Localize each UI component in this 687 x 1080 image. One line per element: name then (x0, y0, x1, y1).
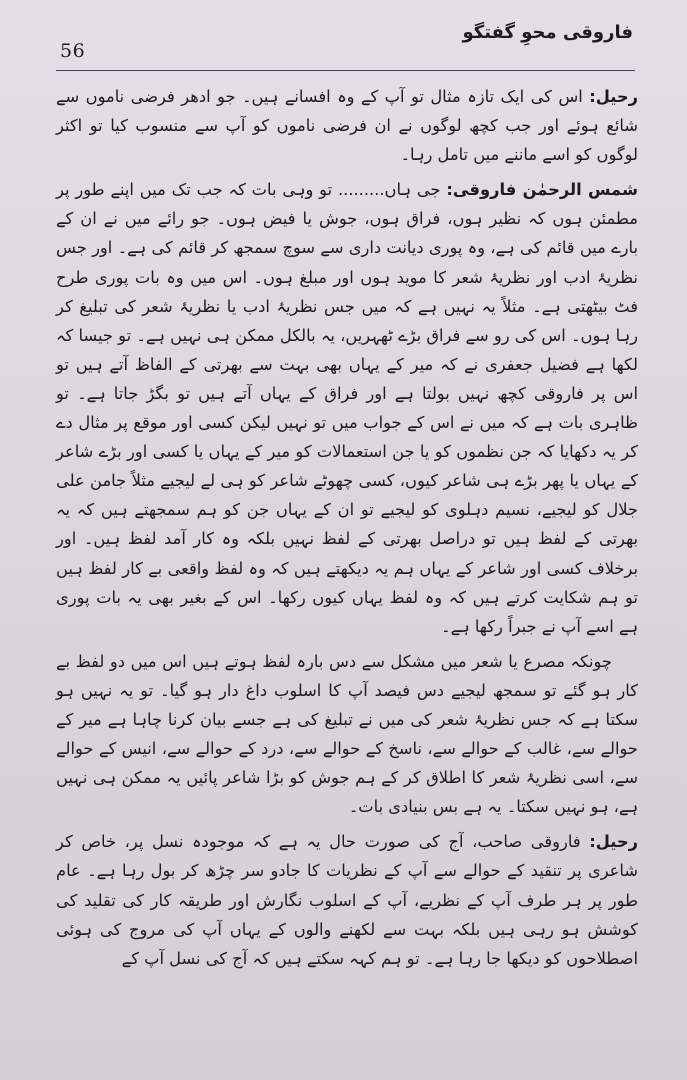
page-number: 56 (60, 40, 86, 62)
paragraph-text: جی ہاں......... تو وہی بات کہ جب تک میں اپنے طور پر مطمئن ہوں کہ نظیر ہوں، فراق ہوں، جوش یا فیض ہوں۔ جو رائے میں نے ان کے بارے میں قائم کی ہے، وہ پوری دیانت داری سے سوچ سمجھ کر قائم کی ہے۔ اور جس نظریۂ ادب اور نظریۂ شعر کا موید ہوں اور مبلغ ہوں۔ اس میں وہ بات پوری طرح فٹ بیٹھتی ہے۔ مثلاً یہ نہیں ہے کہ میں جس نظریۂ ادب یا نظریۂ شعر کی تبلیغ کر رہا ہوں۔ اس کی رو سے فراق بڑے ٹھہریں، یہ بالکل ممکن ہی نہیں ہے۔ تو جیسا کہ لکھا ہے فضیل جعفری نے کہ میر کے یہاں بھی بہت سے بھرتی کے الفاظ آتے ہیں تو اس پر فاروقی کچھ نہیں بولتا ہے اور فراق کے یہاں آتے ہیں تو بگڑ جاتا ہے۔ تو ظاہری بات ہے کہ میں نے اس کے جواب میں تو نہیں لیکن کسی اور موقع پر مثال دے کر یہ دکھایا کہ جن نظموں کو یا جن استعمالات کو میر کے یہاں یا کسی اور بڑے شاعر کے یہاں یا پھر بڑے ہی شاعر کیوں، کسی چھوٹے شاعر کو ہی لے لیجیے مثلاً جامن علی جلال کو لیجیے، نسیم دہلوی کو لیجیے تو ان کے یہاں جن کو ہم سمجھتے ہیں کہ یہ بھرتی کے لفظ ہیں تو دراصل بھرتی کے لفظ نہیں بلکہ وہ کار آمد لفظ ہیں۔ اور برخلاف کسی اور شاعر کے یہاں ہم یہ دیکھتے ہیں کہ وہ لفظ واقعی بے کار لفظ ہیں تو ہم شکایت کرتے ہیں کہ وہ لفظ یہاں کیوں رکھا۔ اس کے بغیر بھی یہ بات پوری ہے اسے آپ نے جبراً رکھا ہے۔ (56, 180, 638, 636)
paragraph-text: فاروقی صاحب، آج کی صورت حال یہ ہے کہ موجودہ نسل پر، خاص کر شاعری پر تنقید کے حوالے سے آپ کے نظریات کا جادو سر چڑھ کر بول رہا ہے۔ عام طور پر ہر طرف آپ کے نظریے، آپ کے اسلوب نگارش اور طریقہ کار کی تقلید کی کوشش ہو رہی ہیں بلکہ بہت سے لکھنے والوں کے یہاں آپ کی مروج کی ہوئی اصطلاحوں کو دیکھا جا رہا ہے۔ تو ہم کہہ سکتے ہیں کہ آج کی نسل آپ کے (56, 832, 638, 968)
speaker-label: رحیل: (589, 832, 638, 852)
paragraph-farooqi-1 (56, 175, 638, 641)
paragraph-farooqi-2 (56, 647, 638, 822)
page-header (0, 0, 687, 74)
speaker-label: شمس الرحمٰن فاروقی: (446, 180, 638, 200)
paragraph-raheel-2 (56, 827, 638, 972)
paragraph-raheel-1 (56, 82, 638, 169)
paragraph-text: اس کی ایک تازہ مثال تو آپ کے وہ افسانے ہیں۔ جو ادھر فرضی ناموں سے شائع ہوئے اور جب کچھ لوگوں نے ان فرضی ناموں کو آپ سے منسوب کیا تو اکثر لوگوں کو اسے ماننے میں تامل رہا۔ (56, 87, 638, 165)
page-body (56, 82, 638, 979)
paragraph-text: چونکہ مصرع یا شعر میں مشکل سے دس بارہ لفظ ہوتے ہیں اس میں دو لفظ بے کار ہو گئے تو سمجھ لیجیے دس فیصد آپ کا اسلوب داغ دار ہو گیا۔ تو یہ نہیں ہو سکتا ہے کہ جس نظریۂ شعر کی میں نے تبلیغ کی ہے جسے بیان کرنا چاہا ہے میر کے حوالے سے، غالب کے حوالے سے، ناسخ کے حوالے سے، درد کے حوالے سے، انیس کے حوالے سے، اسی نظریۂ شعر کا اطلاق کر کے ہم جوش کو بڑا شاعر پائیں یہ ممکن ہی نہیں ہے، ہو نہیں سکتا۔ یہ ہے بس بنیادی بات۔ (56, 651, 638, 817)
speaker-label: رحیل: (589, 87, 638, 106)
running-head: فاروقی محوِ گفتگو (462, 22, 633, 43)
header-rule (56, 70, 635, 71)
